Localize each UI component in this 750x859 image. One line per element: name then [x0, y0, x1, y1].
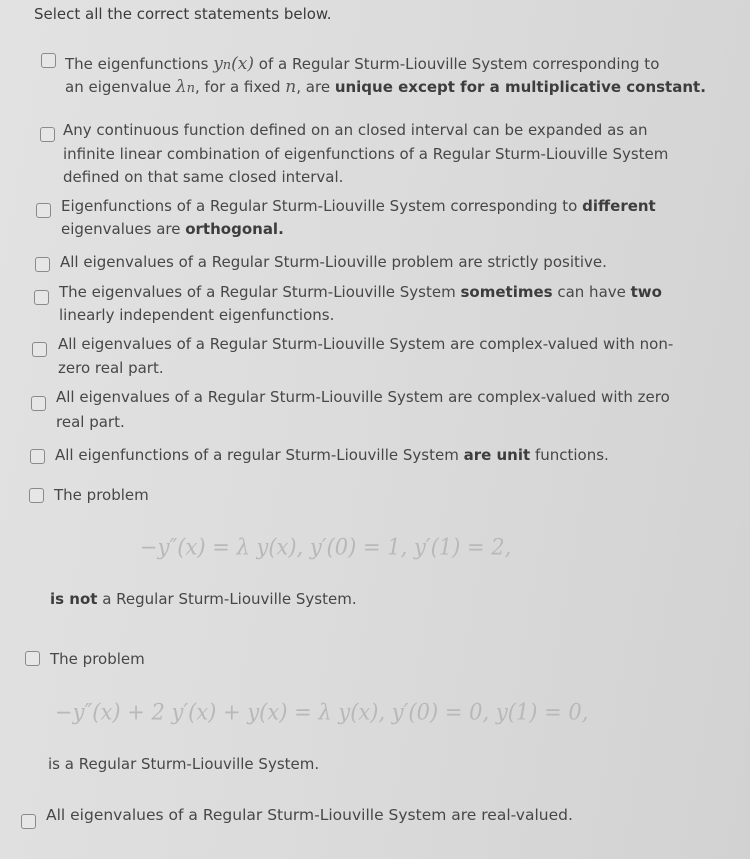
checkbox[interactable]: [32, 342, 47, 357]
checkbox[interactable]: [21, 814, 36, 829]
option-text-line1: The problem: [54, 486, 149, 504]
option-text-line1: Eigenfunctions of a Regular Sturm-Liouville System corresponding to different: [61, 197, 656, 215]
checkbox[interactable]: [34, 290, 49, 305]
option-text-line1: The eigenfunctions yn(x) of a Regular Sturm-Liouville System corresponding to: [65, 54, 660, 74]
checkbox[interactable]: [30, 449, 45, 464]
option-text-line1: The eigenvalues of a Regular Sturm-Liouville System sometimes can have two: [59, 283, 662, 301]
option-text-line1: Any continuous function defined on an closed interval can be expanded as an: [63, 121, 648, 139]
option-text-line2: real part.: [56, 413, 125, 431]
option-text-line1: All eigenvalues of a Regular Sturm-Liouville System are real-valued.: [46, 806, 573, 824]
option-text-line2: an eigenvalue λn, for a fixed n, are unique except for a multiplicative constant.: [65, 77, 706, 97]
checkbox[interactable]: [41, 53, 56, 68]
option-text-line3: defined on that same closed interval.: [63, 168, 344, 186]
equation: −y″(x) = λ y(x), y′(0) = 1, y′(1) = 2,: [140, 534, 512, 560]
option-text-line2: zero real part.: [58, 359, 164, 377]
question-prompt: Select all the correct statements below.: [34, 5, 332, 23]
option-conclusion: is a Regular Sturm-Liouville System.: [48, 755, 320, 773]
checkbox[interactable]: [40, 127, 55, 142]
checkbox[interactable]: [31, 396, 46, 411]
checkbox[interactable]: [35, 257, 50, 272]
option-text-line2: infinite linear combination of eigenfunctions of a Regular Sturm-Liouville System: [63, 145, 669, 163]
checkbox[interactable]: [25, 651, 40, 666]
equation: −y″(x) + 2 y′(x) + y(x) = λ y(x), y′(0) = 0, y(1) = 0,: [55, 699, 589, 725]
option-text-line2: linearly independent eigenfunctions.: [59, 306, 335, 324]
option-text-line2: eigenvalues are orthogonal.: [61, 220, 284, 238]
option-conclusion: is not a Regular Sturm-Liouville System.: [50, 590, 357, 608]
option-text-line1: All eigenvalues of a Regular Sturm-Liouville System are complex-valued with non-: [58, 335, 674, 353]
option-text-line1: All eigenvalues of a Regular Sturm-Liouville problem are strictly positive.: [60, 253, 607, 271]
option-text-line1: The problem: [50, 650, 145, 668]
option-text-line1: All eigenfunctions of a regular Sturm-Liouville System are unit functions.: [55, 446, 609, 464]
checkbox[interactable]: [36, 203, 51, 218]
checkbox[interactable]: [29, 488, 44, 503]
option-text-line1: All eigenvalues of a Regular Sturm-Liouville System are complex-valued with zero: [56, 388, 670, 406]
